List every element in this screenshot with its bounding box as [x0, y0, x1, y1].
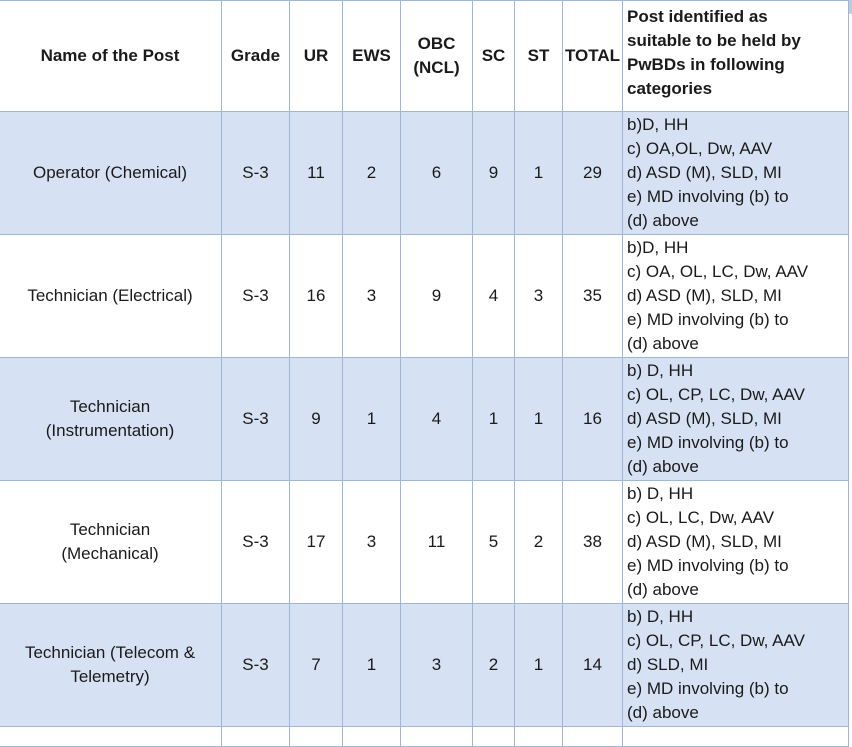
post-name: Technician	[69, 397, 151, 416]
category-line: c) OL, CP, LC, Dw, AAV	[627, 385, 805, 404]
cut-off-cell	[623, 727, 849, 747]
header-st: ST	[515, 1, 563, 112]
total-cell: 14	[563, 604, 623, 727]
grade-cell: S-3	[222, 481, 290, 604]
post-name: (Instrumentation)	[45, 421, 175, 440]
header-obc-line1: OBC	[417, 34, 456, 53]
ews-cell: 1	[343, 358, 401, 481]
categories-cell	[623, 235, 849, 358]
grade-cell: S-3	[222, 604, 290, 727]
header-categories-line: categories	[627, 79, 713, 98]
st-cell: 3	[515, 235, 563, 358]
header-ur: UR	[290, 1, 343, 112]
cut-off-cell	[343, 727, 401, 747]
post-name: Operator (Chemical)	[33, 163, 187, 182]
grade-cell: S-3	[222, 358, 290, 481]
post-name-cell	[0, 358, 222, 481]
header-grade: Grade	[222, 1, 290, 112]
header-categories-line: PwBDs in following	[627, 55, 785, 74]
category-line: d) ASD (M), SLD, MI	[627, 409, 782, 428]
obc-cell: 6	[401, 112, 473, 235]
total-cell: 35	[563, 235, 623, 358]
categories-cell	[623, 358, 849, 481]
header-sc: SC	[473, 1, 515, 112]
ews-cell: 3	[343, 235, 401, 358]
ur-cell: 9	[290, 358, 343, 481]
category-line: (d) above	[627, 334, 699, 353]
st-cell: 1	[515, 112, 563, 235]
category-line: (d) above	[627, 457, 699, 476]
header-ews: EWS	[343, 1, 401, 112]
category-line: c) OA, OL, LC, Dw, AAV	[627, 262, 809, 281]
ur-cell: 17	[290, 481, 343, 604]
table-row	[0, 358, 849, 481]
ur-cell: 7	[290, 604, 343, 727]
header-categories	[623, 1, 849, 112]
table-row	[0, 604, 849, 727]
category-line: e) MD involving (b) to	[627, 556, 789, 575]
post-name-cell	[0, 112, 222, 235]
st-cell: 1	[515, 358, 563, 481]
post-name: Technician (Telecom &	[24, 643, 196, 662]
sc-cell: 1	[473, 358, 515, 481]
category-line: d) SLD, MI	[627, 655, 709, 674]
header-obc	[401, 1, 473, 112]
grade-cell: S-3	[222, 112, 290, 235]
post-name: Telemetry)	[70, 667, 150, 686]
header-row	[0, 1, 849, 112]
total-cell: 29	[563, 112, 623, 235]
header-obc-line2: (NCL)	[413, 58, 460, 77]
category-line: b) D, HH	[627, 484, 694, 503]
category-line: d) ASD (M), SLD, MI	[627, 163, 782, 182]
category-line: c) OA,OL, Dw, AAV	[627, 139, 773, 158]
ur-cell: 16	[290, 235, 343, 358]
ews-cell: 2	[343, 112, 401, 235]
table-row	[0, 481, 849, 604]
obc-cell: 11	[401, 481, 473, 604]
cut-off-cell	[563, 727, 623, 747]
post-name: Technician	[69, 520, 151, 539]
post-name-cell	[0, 235, 222, 358]
obc-cell: 4	[401, 358, 473, 481]
category-line: (d) above	[627, 211, 699, 230]
category-line: b) D, HH	[627, 607, 694, 626]
category-line: b)D, HH	[627, 238, 689, 257]
category-line: b)D, HH	[627, 115, 689, 134]
category-line: e) MD involving (b) to	[627, 310, 789, 329]
cut-off-cell	[290, 727, 343, 747]
header-total: TOTAL	[563, 1, 623, 112]
cut-off-cell	[222, 727, 290, 747]
category-line: d) ASD (M), SLD, MI	[627, 532, 782, 551]
cut-off-cell	[515, 727, 563, 747]
obc-cell: 9	[401, 235, 473, 358]
table-row-partial	[0, 727, 849, 747]
category-line: e) MD involving (b) to	[627, 187, 789, 206]
sc-cell: 5	[473, 481, 515, 604]
ews-cell: 1	[343, 604, 401, 727]
cut-off-cell	[0, 727, 222, 747]
categories-cell	[623, 481, 849, 604]
st-cell: 1	[515, 604, 563, 727]
category-line: e) MD involving (b) to	[627, 679, 789, 698]
total-cell: 16	[563, 358, 623, 481]
post-name: (Mechanical)	[61, 544, 159, 563]
st-cell: 2	[515, 481, 563, 604]
sc-cell: 9	[473, 112, 515, 235]
obc-cell: 3	[401, 604, 473, 727]
header-categories-line: Post identified as	[627, 7, 768, 26]
category-line: c) OL, LC, Dw, AAV	[627, 508, 775, 527]
category-line: d) ASD (M), SLD, MI	[627, 286, 782, 305]
table-row	[0, 235, 849, 358]
header-categories-line: suitable to be held by	[627, 31, 801, 50]
category-line: (d) above	[627, 580, 699, 599]
grade-cell: S-3	[222, 235, 290, 358]
header-name: Name of the Post	[0, 1, 222, 112]
post-name-cell	[0, 604, 222, 727]
category-line: b) D, HH	[627, 361, 694, 380]
ur-cell: 11	[290, 112, 343, 235]
ews-cell: 3	[343, 481, 401, 604]
sc-cell: 4	[473, 235, 515, 358]
cut-off-cell	[473, 727, 515, 747]
category-line: e) MD involving (b) to	[627, 433, 789, 452]
category-line: c) OL, CP, LC, Dw, AAV	[627, 631, 805, 650]
categories-cell	[623, 112, 849, 235]
categories-cell	[623, 604, 849, 727]
post-name-cell	[0, 481, 222, 604]
table-row	[0, 112, 849, 235]
cut-off-cell	[401, 727, 473, 747]
sc-cell: 2	[473, 604, 515, 727]
total-cell: 38	[563, 481, 623, 604]
post-name: Technician (Electrical)	[27, 286, 193, 305]
category-line: (d) above	[627, 703, 699, 722]
